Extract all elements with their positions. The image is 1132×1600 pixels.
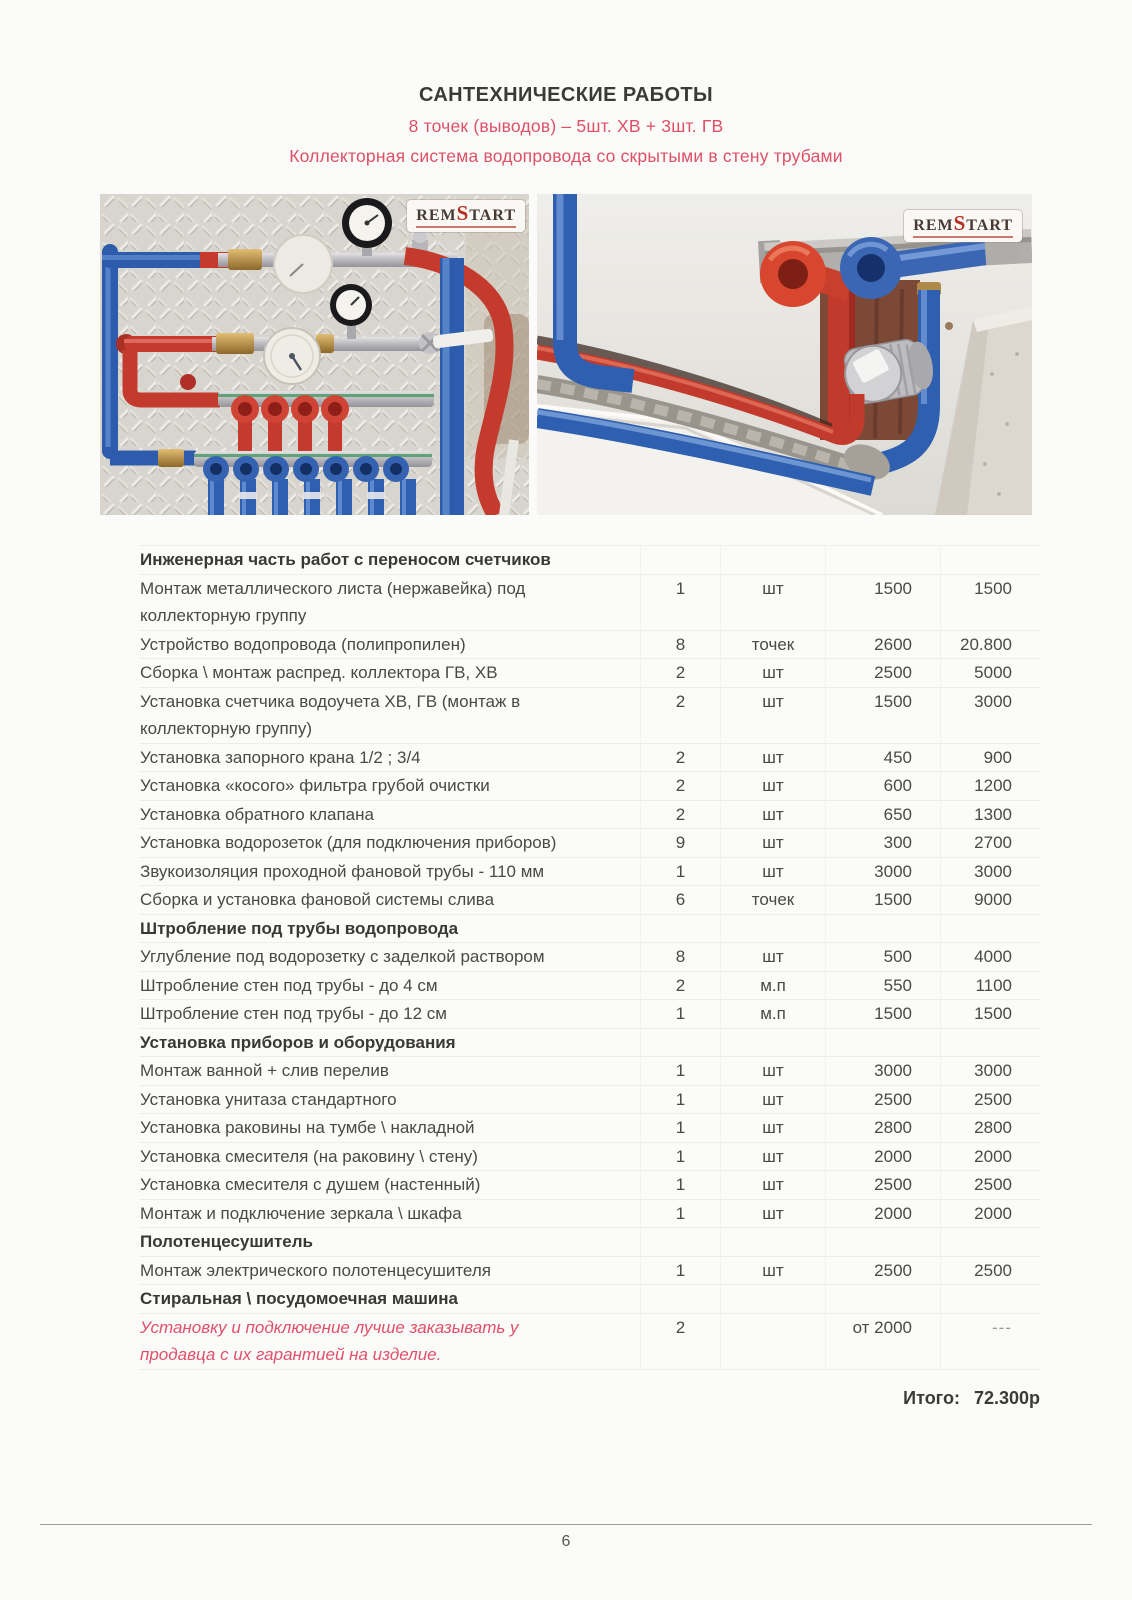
cell-desc: Монтаж металлического листа (нержавейка) под коллекторную группу: [140, 578, 526, 625]
cell-qty: 2: [640, 972, 720, 1000]
cell-unit: [720, 1285, 825, 1313]
cell-total: 3000: [940, 688, 1040, 743]
page-title: САНТЕХНИЧЕСКИЕ РАБОТЫ: [418, 84, 713, 106]
cell-qty: 2: [640, 688, 720, 743]
cell-total: 900: [940, 744, 1040, 772]
cell-qty: [640, 915, 720, 943]
cell-desc: Установка смесителя с душем (настенный): [140, 1175, 481, 1194]
cell-unit: [720, 1228, 825, 1256]
cell-unit: шт: [720, 1086, 825, 1114]
table-row: [140, 1200, 1040, 1229]
table-section-row: [140, 1029, 1040, 1058]
footer-divider: [40, 1524, 1092, 1525]
table-row: [140, 744, 1040, 773]
table-row: [140, 1086, 1040, 1115]
table-row: [140, 1143, 1040, 1172]
cell-unit: шт: [720, 1200, 825, 1228]
cell-desc: Монтаж электрического полотенцесушителя: [140, 1260, 491, 1280]
table-row: [140, 801, 1040, 830]
cell-price: 1500: [825, 688, 940, 743]
cell-desc: Углубление под водорозетку с заделкой раствором: [140, 947, 545, 966]
cell-price: 2500: [825, 1257, 940, 1285]
photo-wall-pipes: [537, 194, 1032, 515]
cell-qty: 1: [640, 1000, 720, 1028]
cell-total: 1100: [940, 972, 1040, 1000]
cell-desc: Установка смесителя (на раковину \ стену): [140, 1146, 478, 1166]
cell-price: [825, 1029, 940, 1057]
logo-s: S: [456, 201, 470, 225]
cell-total: [940, 1228, 1040, 1256]
cell-price: [825, 915, 940, 943]
cell-desc: Сборка и установка фановой системы слива: [140, 890, 495, 909]
cell-unit: [720, 1029, 825, 1057]
cell-price: 1500: [825, 1000, 940, 1028]
cell-price: 2500: [825, 1086, 940, 1114]
subtitle-system: Коллекторная система водопровода со скрытыми в стену трубами: [289, 146, 843, 166]
cell-price: 2000: [825, 1143, 940, 1171]
cell-total: 2500: [940, 1086, 1040, 1114]
remstart-logo: [904, 210, 1022, 242]
water-meter-dial: [264, 328, 320, 384]
cell-total: 5000: [940, 659, 1040, 687]
cell-desc: Установка раковины на тумбе \ накладной: [140, 1118, 475, 1137]
cell-total: 2500: [940, 1171, 1040, 1199]
page-number: 6: [561, 1533, 571, 1550]
cell-total: 2500: [940, 1257, 1040, 1285]
cell-qty: 2: [640, 744, 720, 772]
logo-prefix: REM: [913, 217, 954, 234]
cell-qty: 1: [640, 1171, 720, 1199]
cell-unit: шт: [720, 744, 825, 772]
cell-unit: [720, 546, 825, 574]
cell-unit: м.п: [720, 972, 825, 1000]
cell-qty: 1: [640, 858, 720, 886]
cell-total: ---: [940, 1314, 1040, 1369]
cell-desc: Установка приборов и оборудования: [140, 1032, 456, 1052]
table-row: [140, 575, 1040, 631]
cell-unit: шт: [720, 801, 825, 829]
logo-s: S: [953, 211, 967, 235]
table-section-row: [140, 546, 1040, 575]
cell-price: [825, 1285, 940, 1313]
cell-desc: Монтаж ванной + слив перелив: [140, 1061, 389, 1080]
cell-unit: [720, 1314, 825, 1369]
cell-desc: Инженерная часть работ с переносом счетчиков: [140, 550, 551, 569]
logo-prefix: REM: [416, 207, 457, 224]
cell-total: 2700: [940, 829, 1040, 857]
cell-qty: 8: [640, 631, 720, 659]
cell-price: 600: [825, 772, 940, 800]
photo-collector-manifold: [100, 194, 529, 515]
cell-price: 650: [825, 801, 940, 829]
cell-desc: Стиральная \ посудомоечная машина: [140, 1289, 458, 1308]
cell-price: 2500: [825, 1171, 940, 1199]
cell-total: 3000: [940, 858, 1040, 886]
cell-unit: точек: [720, 886, 825, 914]
cell-desc: Штробление стен под трубы - до 4 см: [140, 975, 438, 995]
white-dial-top: [274, 235, 332, 293]
table-row: [140, 858, 1040, 887]
cell-desc: Установка унитаза стандартного: [140, 1089, 397, 1109]
cell-unit: шт: [720, 1114, 825, 1142]
cell-price: [825, 546, 940, 574]
photo-strip: [100, 194, 1032, 515]
cell-qty: 1: [640, 1200, 720, 1228]
cell-qty: 1: [640, 1143, 720, 1171]
cell-total: 1300: [940, 801, 1040, 829]
remstart-logo: [407, 200, 525, 232]
cell-desc: Штробление стен под трубы - до 12 см: [140, 1004, 447, 1023]
cell-price: 1500: [825, 575, 940, 630]
logo-suffix: TART: [966, 217, 1013, 234]
cell-total: [940, 1285, 1040, 1313]
cell-qty: 1: [640, 1114, 720, 1142]
cell-total: 2000: [940, 1200, 1040, 1228]
cell-price: 3000: [825, 1057, 940, 1085]
cell-qty: 8: [640, 943, 720, 971]
cell-unit: шт: [720, 575, 825, 630]
cell-total: 20.800: [940, 631, 1040, 659]
cell-total: 9000: [940, 886, 1040, 914]
cell-qty: 9: [640, 829, 720, 857]
cell-price: 300: [825, 829, 940, 857]
cell-price: 3000: [825, 858, 940, 886]
table-row: [140, 1000, 1040, 1029]
cell-total: 2000: [940, 1143, 1040, 1171]
cell-price: от 2000: [825, 1314, 940, 1369]
cell-qty: [640, 1228, 720, 1256]
cell-desc: Установка обратного клапана: [140, 804, 374, 824]
cell-total: 3000: [940, 1057, 1040, 1085]
table-row: [140, 772, 1040, 801]
cell-unit: шт: [720, 829, 825, 857]
cell-unit: шт: [720, 659, 825, 687]
cell-price: 550: [825, 972, 940, 1000]
cell-price: 2800: [825, 1114, 940, 1142]
cell-total: [940, 1029, 1040, 1057]
cell-price: 450: [825, 744, 940, 772]
cell-price: 1500: [825, 886, 940, 914]
table-row: [140, 659, 1040, 688]
work-table: [140, 545, 1040, 1370]
grand-total: [140, 1388, 1040, 1409]
cell-total: 1500: [940, 1000, 1040, 1028]
cell-price: 2600: [825, 631, 940, 659]
cell-total: 1500: [940, 575, 1040, 630]
cell-qty: 1: [640, 1257, 720, 1285]
cell-unit: шт: [720, 688, 825, 743]
cell-total: [940, 546, 1040, 574]
cell-desc: Монтаж и подключение зеркала \ шкафа: [140, 1203, 462, 1223]
cell-qty: 6: [640, 886, 720, 914]
cell-desc: Устройство водопровода (полипропилен): [140, 634, 466, 654]
cell-price: 2500: [825, 659, 940, 687]
cell-desc: Установка «косого» фильтра грубой очистки: [140, 776, 490, 795]
cell-total: 4000: [940, 943, 1040, 971]
cell-qty: 2: [640, 801, 720, 829]
table-section-row: [140, 1228, 1040, 1257]
cell-total: 2800: [940, 1114, 1040, 1142]
cell-desc: Звукоизоляция проходной фановой трубы - 110 мм: [140, 861, 545, 881]
table-row: [140, 1314, 1040, 1370]
cell-unit: шт: [720, 772, 825, 800]
table-row: [140, 1171, 1040, 1200]
table-row: [140, 886, 1040, 915]
cell-desc: Штробление под трубы водопровода: [140, 918, 459, 938]
cell-qty: 2: [640, 659, 720, 687]
subtitle-points: 8 точек (выводов) – 5шт. ХВ + 3шт. ГВ: [408, 116, 724, 136]
cell-qty: 1: [640, 575, 720, 630]
cell-unit: шт: [720, 1257, 825, 1285]
cell-unit: точек: [720, 631, 825, 659]
cell-price: [825, 1228, 940, 1256]
cell-desc: Установка водорозеток (для подключения приборов): [140, 833, 557, 852]
document-header: [0, 84, 1132, 167]
grand-total-label: Итого:: [903, 1387, 960, 1408]
cell-desc: Полотенцесушитель: [140, 1232, 314, 1251]
cell-desc: Установка счетчика водоучета ХВ, ГВ (монтаж в коллекторную группу): [140, 691, 521, 738]
wall-pipes-illustration: [537, 194, 1032, 515]
cell-desc: Установку и подключение лучше заказывать у продавца с их гарантией на изделие.: [140, 1317, 519, 1364]
table-row: [140, 631, 1040, 660]
table-row: [140, 829, 1040, 858]
table-section-row: [140, 915, 1040, 944]
cell-unit: шт: [720, 943, 825, 971]
table-row: [140, 1257, 1040, 1286]
cell-qty: 1: [640, 1086, 720, 1114]
cell-total: 1200: [940, 772, 1040, 800]
grand-total-value: 72.300р: [973, 1387, 1040, 1408]
cell-unit: м.п: [720, 1000, 825, 1028]
cell-desc: Установка запорного крана 1/2 ; 3/4: [140, 747, 421, 767]
cell-qty: [640, 546, 720, 574]
table-row: [140, 972, 1040, 1001]
table-row: [140, 1057, 1040, 1086]
table-row: [140, 943, 1040, 972]
cell-unit: шт: [720, 1171, 825, 1199]
cell-qty: [640, 1029, 720, 1057]
cell-qty: [640, 1285, 720, 1313]
cell-total: [940, 915, 1040, 943]
cell-qty: 1: [640, 1057, 720, 1085]
logo-suffix: TART: [469, 207, 516, 224]
cell-price: 2000: [825, 1200, 940, 1228]
cell-unit: [720, 915, 825, 943]
cell-unit: шт: [720, 1143, 825, 1171]
cell-qty: 2: [640, 1314, 720, 1369]
cell-desc: Сборка \ монтаж распред. коллектора ГВ, ХВ: [140, 663, 498, 682]
collector-manifold-illustration: [100, 194, 529, 515]
table-section-row: [140, 1285, 1040, 1314]
table-row: [140, 1114, 1040, 1143]
cell-unit: шт: [720, 858, 825, 886]
cell-price: 500: [825, 943, 940, 971]
cell-qty: 2: [640, 772, 720, 800]
cell-unit: шт: [720, 1057, 825, 1085]
table-row: [140, 688, 1040, 744]
